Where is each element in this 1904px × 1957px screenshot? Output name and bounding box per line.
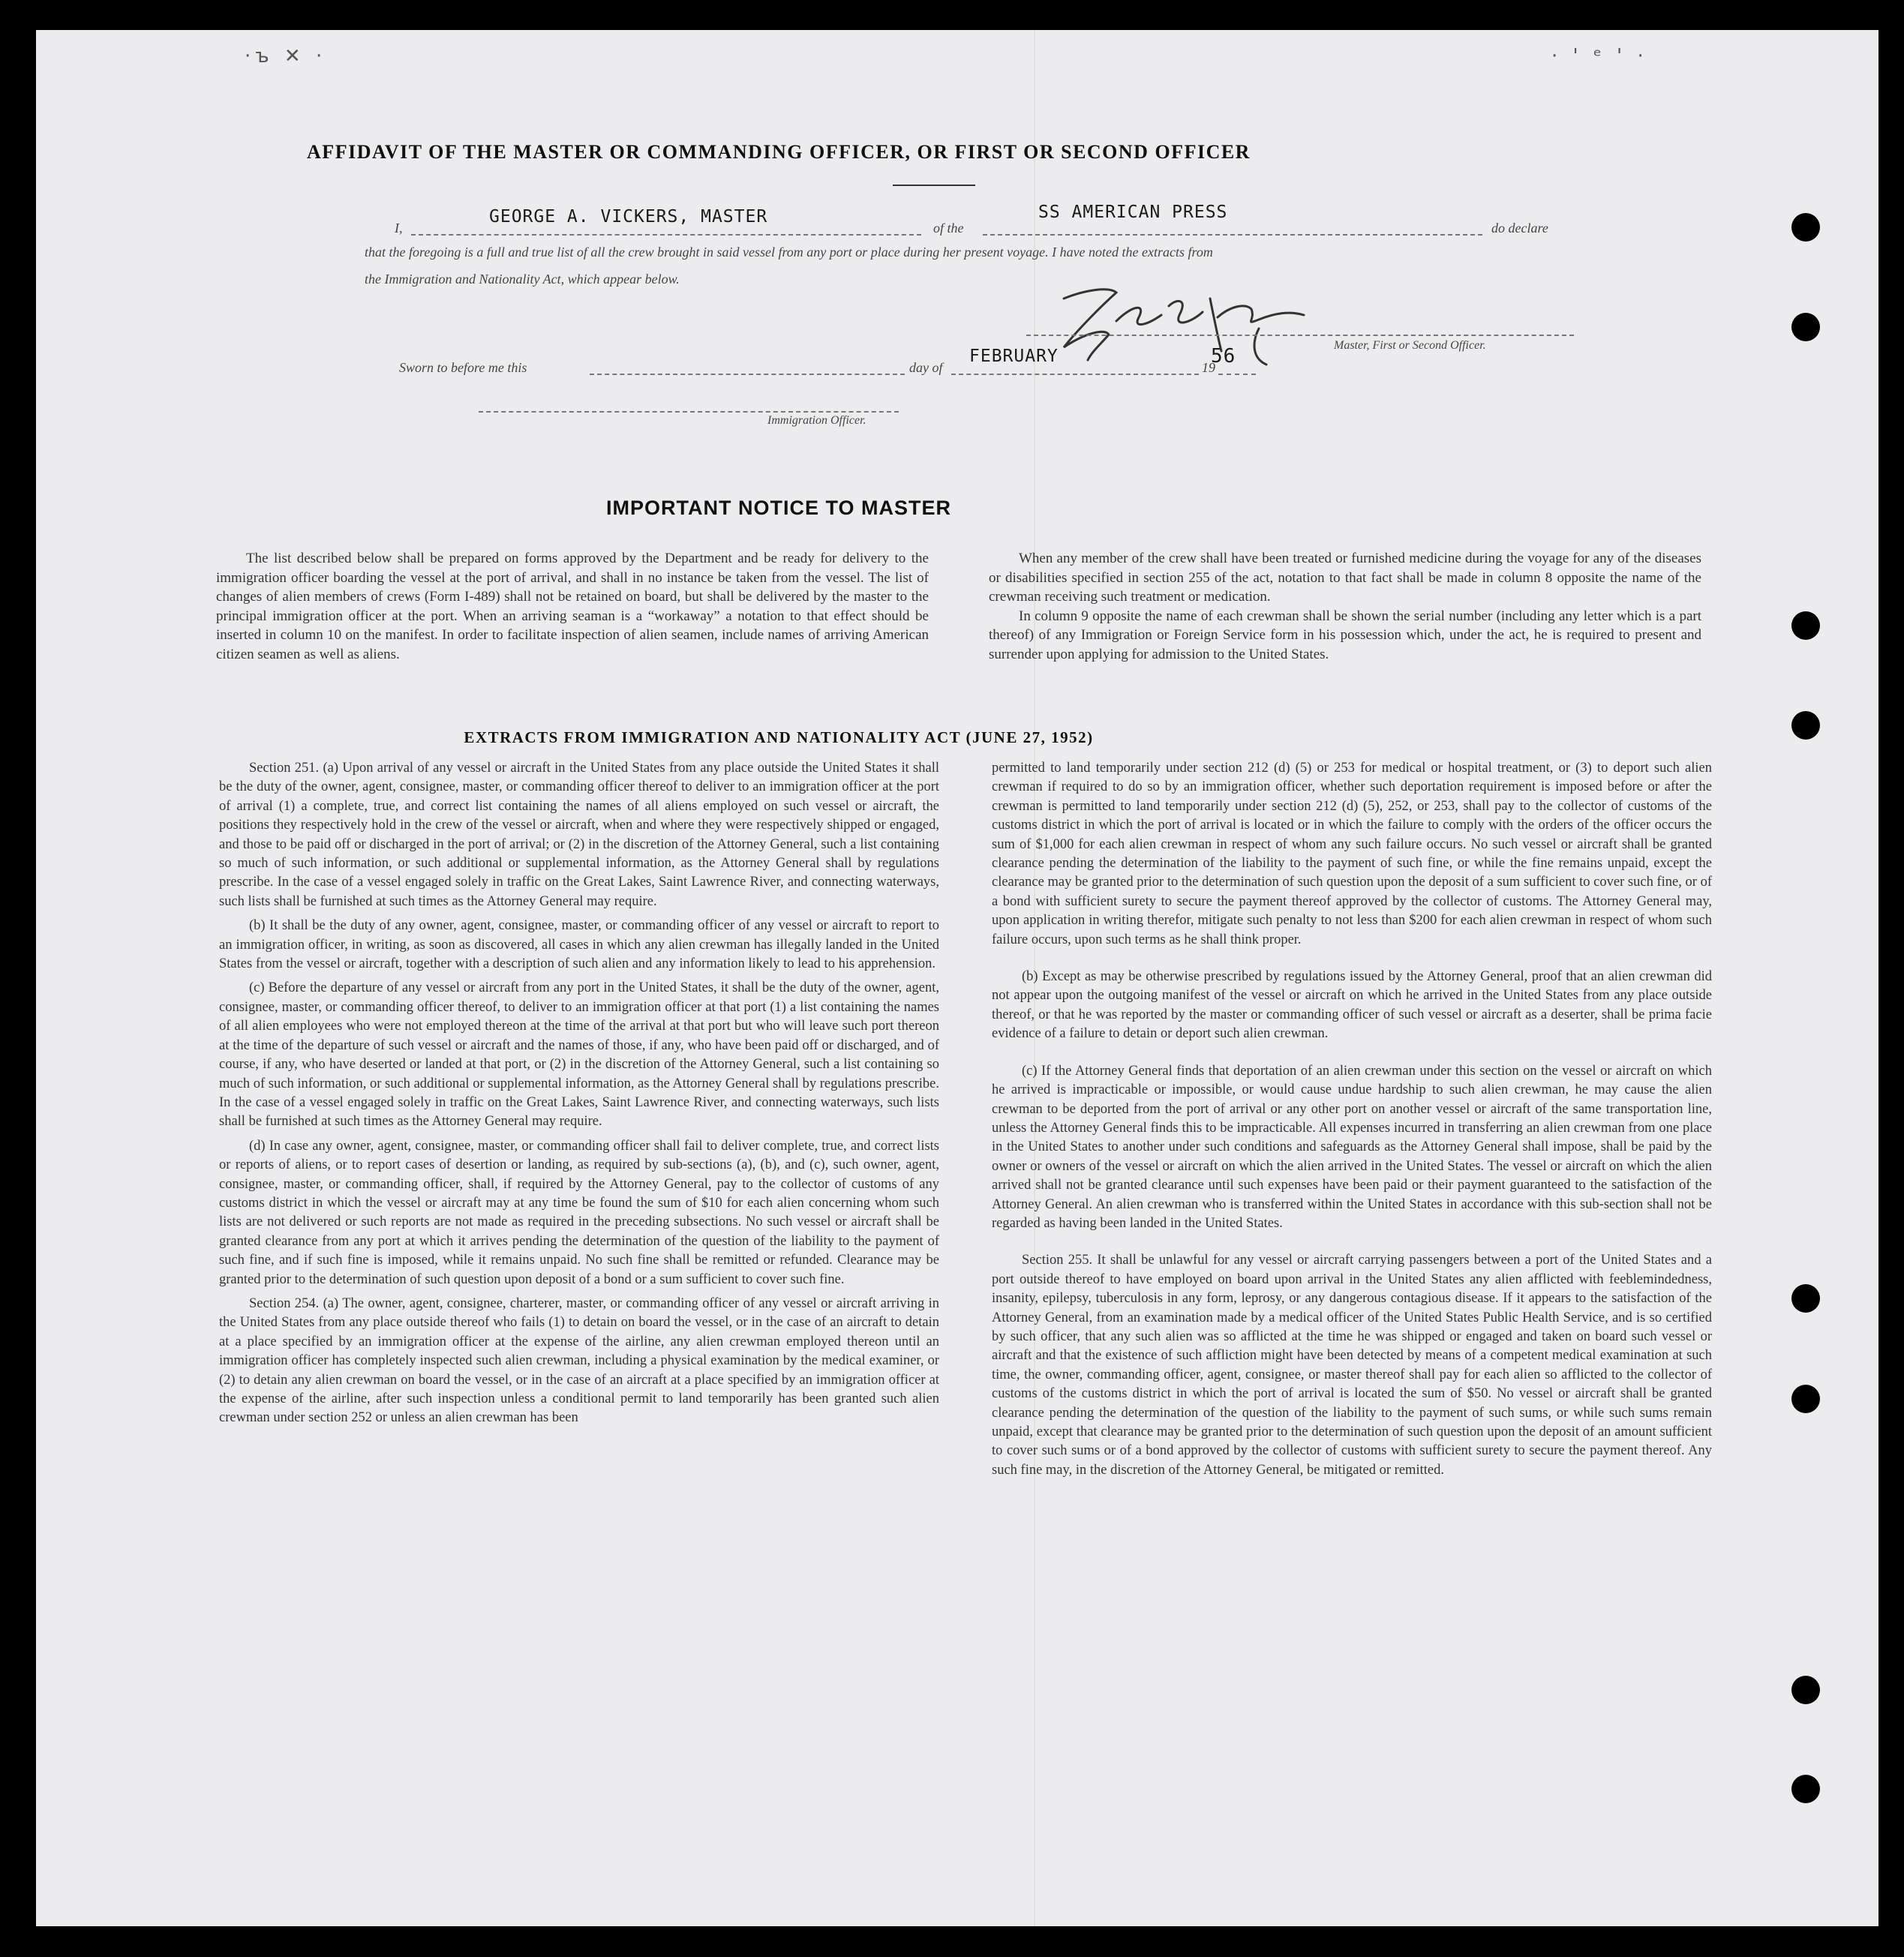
master-signature: [1034, 276, 1364, 374]
punch-hole: [1791, 1676, 1820, 1704]
section-251-a: Section 251. (a) Upon arrival of any vessel or aircraft in the United States from any place outside the United States it shall be the duty of the owner, agent, consignee, master, or commanding officer thereof to deliver to an immigration officer at the port of arrival (1) a complete, true, and correct list containing the names of all aliens employed on such vessel or aircraft, the positions they respectively hold in the crew of the vessel or aircraft, when and where they were respectively shipped or engaged, and those to be paid off or discharged in the port of arrival; or (2) in the discretion of the Attorney General, such a list containing so much of such information, or such additional or supplemental information, as the Attorney General shall by regulations prescribe. In the case of a vessel engaged solely in traffic on the Great Lakes, Saint Lawrence River, and connecting waterways, such lists shall be furnished at such times as the Attorney General may require.: [219, 761, 939, 909]
document-page: [36, 30, 1878, 1926]
section-251-c: (c) Before the departure of any vessel or aircraft from any port in the United States, it shall be the duty of the owner, agent, consignee, master, or commanding officer thereof, to deliver to an immigration officer at that port (1) a list containing the names of all alien employees who were not employed thereon at the time of the arrival at that port but who will leave such port thereon at the time of the departure of such vessel or aircraft and the names of those, if any, who have been paid off or discharged, and of course, if any, who have deserted or landed at that port, or (2) in the discretion of the Attorney General, such a list containing so much of such information, or such additional or supplemental information, as the Attorney General shall by regulations prescribe. In the case of a vessel engaged solely in traffic on the Great Lakes, Saint Lawrence River, and connecting waterways, such lists shall be furnished at such times as the Attorney General may require.: [219, 980, 939, 1130]
section-254-b: (b) Except as may be otherwise prescribed by regulations issued by the Attorney General, proof that an alien crewman did not appear upon the outgoing manifest of the vessel or aircraft on which he arrived in the United States from any place outside thereof, or that he was reported by the master or commanding officer of such vessel or aircraft as a deserter, shall be prima facie evidence of a failure to detain or deport such alien crewman.: [992, 969, 1712, 1042]
year-line: [1218, 374, 1256, 375]
punch-hole: [1791, 1284, 1820, 1313]
notice-left-paragraph: The list described below shall be prepared on forms approved by the Department and be ready for delivery to the immigration officer boarding the vessel at the port of arrival, and shall in no instance be taken from the vessel. The list of changes of alien members of crews (Form I-489) shall not be retained on board, but shall be delivered by the master to the principal immigration officer at the port. When an arriving seaman is a “workaway” a notation to that effect should be inserted in column 10 on the manifest. In order to facilitate inspection of alien seamen, include names of arriving American citizen seamen as well as aliens.: [216, 551, 929, 662]
punch-hole: [1791, 213, 1820, 242]
extracts-left-column: [219, 759, 939, 1433]
vessel-name-field: SS AMERICAN PRESS: [1038, 203, 1228, 222]
day-of-label: day of: [909, 360, 943, 375]
section-251-b: (b) It shall be the duty of any owner, agent, consignee, master, or commanding officer of any vessel or aircraft to report to an immigration officer, in writing, as soon as discovered, all cases in which any alien crewman has illegally landed in the United States from the vessel or aircraft, together with a description of such alien and any information likely to lead to his apprehension.: [219, 918, 939, 972]
vessel-line: [983, 234, 1482, 236]
do-declare-label: do declare: [1491, 221, 1548, 236]
punch-hole: [1791, 611, 1820, 640]
punch-hole: [1791, 1775, 1820, 1803]
punch-hole: [1791, 313, 1820, 341]
immigration-officer-line: [479, 411, 899, 413]
month-line: [951, 374, 1199, 375]
section-254-a: Section 254. (a) The owner, agent, consignee, charterer, master, or commanding officer of any vessel or aircraft arriving in the United States from any place outside thereof who fails (1) to detain on board the vessel, or in the case of an aircraft to detain at a place specified by an immigration officer at the expense of the airline, any alien crewman employed thereon until an immigration officer has completely inspected such alien crewman, including a physical examination by the medical examiner, or (2) to detain any alien crewman on board the vessel, or in the case of an aircraft at a place specified by an immigration officer at the expense of the airline, after such inspection unless a conditional permit to land temporarily has been granted such alien crewman under section 252 or unless an alien crewman has been: [219, 1295, 939, 1426]
affidavit-title: AFFIDAVIT OF THE MASTER OR COMMANDING OFFICER, OR FIRST OR SECOND OFFICER: [307, 141, 1251, 163]
section-255: Section 255. It shall be unlawful for any vessel or aircraft carrying passengers between a port of the United States and a port outside thereof to have employed on board upon arrival in the United States any alien afflicted with feeblemindedness, insanity, epilepsy, tuberculosis in any form, leprosy, or any dangerous contagious disease. If it appears to the satisfaction of the Attorney General, from an examination made by a medical officer of the United States Public Health Service, and is so certified by such officer, that any such alien was so afflicted at the time he was shipped or engaged and taken on board such vessel or aircraft and that the existence of such affliction might have been detected by means of a competent medical examination at such time, the owner, commanding officer, agent, consignee, or master thereof shall pay for each alien so afflicted to the collector of customs of the customs district in which the port of arrival is located the sum of $50. No vessel or aircraft shall be granted clearance pending the determination of the question of the liability to the payment of such sums, or while such sums remain unpaid, except that clearance may be granted prior to the determination of such question upon the deposit of an amount sufficient to cover such sums or of a bond approved by the collector of customs with sufficient surety to secure the payment thereof. Any such fine may, in the discretion of the Attorney General, be mitigated or remitted.: [992, 1253, 1712, 1478]
corner-mark-right: · ' ᵉ ' ·: [1551, 45, 1648, 68]
notice-title: IMPORTANT NOTICE TO MASTER: [606, 497, 951, 519]
month-field: FEBRUARY: [969, 347, 1059, 366]
section-251-d: (d) In case any owner, agent, consignee, master, or commanding officer shall fail to deliver complete, true, and correct lists or reports of aliens, or to report cases of desertion or landing, as required by sub-sections (a), (b), and (c), such owner, agent, consignee, master, or commanding officer, shall, if required by the Attorney General, pay to the collector of customs of any customs district in which the vessel or aircraft may at any time be found the sum of $10 for each alien concerning whom such lists are not delivered or such reports are not made as required in the preceding subsections. No such vessel or aircraft shall be granted clearance from any port at which it arrives pending the determination of the question of the liability to the payment of such fine, and if such fine is imposed, while it remains unpaid. No such fine shall be remitted or refunded. Clearance may be granted prior to the determination of such question upon deposit of a bond or a sum sufficient to cover such fine.: [219, 1138, 939, 1287]
master-signature-line: [1026, 335, 1574, 336]
punch-hole: [1791, 711, 1820, 740]
year-field: 56: [1211, 345, 1236, 368]
sworn-day-line: [590, 374, 905, 375]
of-the-label: of the: [933, 221, 964, 236]
title-rule: [893, 185, 975, 186]
i-label: I,: [395, 221, 403, 236]
year-prefix: 19: [1202, 360, 1215, 375]
immigration-officer-label: Immigration Officer.: [767, 414, 866, 427]
notice-right-paragraph-1: When any member of the crew shall have been treated or furnished medicine during the voyage for any of the diseases or disabilities specified in section 255 of the act, notation to that fact shall be made in column 8 opposite the name of the crewman receiving such treatment or medication.: [989, 551, 1701, 605]
corner-mark-left: ·ъ ✕ ·: [245, 45, 327, 68]
sworn-label: Sworn to before me this: [399, 360, 527, 375]
notice-left-column: [216, 549, 929, 665]
section-254-c: (c) If the Attorney General finds that deportation of an alien crewman under this section on the vessel or aircraft on which he arrived is impracticable or impossible, or would cause undue hardship to such alien crewman, he may cause the alien crewman to be deported from the port of arrival or any other port on another vessel or aircraft of the same transportation line, unless the Attorney General finds this to be impracticable. All expenses incurred in transferring an alien crewman from one place in the United States to another under such conditions and safeguards as the Attorney General shall impose, shall be paid by the owner or owners of the vessel or aircraft on which the alien arrived in the United States. The vessel or aircraft on which the alien arrived shall not be granted clearance until such expenses have been paid or their payment guaranteed to the satisfaction of the Attorney General. An alien crewman who is transferred within the United States in accordance with this sub-section shall not be regarded as having been landed in the United States.: [992, 1063, 1712, 1231]
master-label: Master, First or Second Officer.: [1334, 339, 1486, 352]
declaration-line-2: the Immigration and Nationality Act, which appear below.: [365, 272, 680, 287]
declaration-line-1: that the foregoing is a full and true list of all the crew brought in said vessel from any port or place during her present voyage. I have noted the extracts from: [365, 245, 1213, 260]
punch-hole: [1791, 1385, 1820, 1413]
notice-right-column: [989, 549, 1701, 665]
extracts-right-column: [992, 759, 1712, 1485]
master-name-field: GEORGE A. VICKERS, MASTER: [489, 207, 768, 227]
notice-right-paragraph-2: In column 9 opposite the name of each crewman shall be shown the serial number (including any letter which is a part thereof) of any Immigration or Foreign Service form in his possession which, under the act, he is required to present and surrender upon applying for admission to the United States.: [989, 608, 1701, 662]
name-line: [411, 234, 921, 236]
section-254-a-continued: permitted to land temporarily under section 212 (d) (5) or 253 for medical or hospital treatment, or (3) to deport such alien crewman if required to do so by an immigration officer, whether such deportation requirement is imposed before or after the crewman is permitted to land temporarily under section 212 (d) (5), 252, or 253, shall pay to the collector of customs of the customs district in which the port of arrival is located or in which the failure to comply with the orders of the officer occurs the sum of $1,000 for each alien crewman in respect of whom any such failure occurs. No such vessel or aircraft shall be granted clearance pending the determination of the liability to the payment of such fine, or while the fine remains unpaid, except the clearance may be granted prior to the determination of such question upon the deposit of a sum sufficient to cover such fine, or of a bond with sufficient surety to secure the payment thereof approved by the collector of customs. The Attorney General may, upon application in writing therefor, mitigate such penalty to not less than $200 for each alien crewman in respect of whom such failure occurs, upon such terms as he shall think proper.: [992, 761, 1712, 947]
extracts-title: EXTRACTS FROM IMMIGRATION AND NATIONALITY ACT (JUNE 27, 1952): [464, 728, 1094, 746]
